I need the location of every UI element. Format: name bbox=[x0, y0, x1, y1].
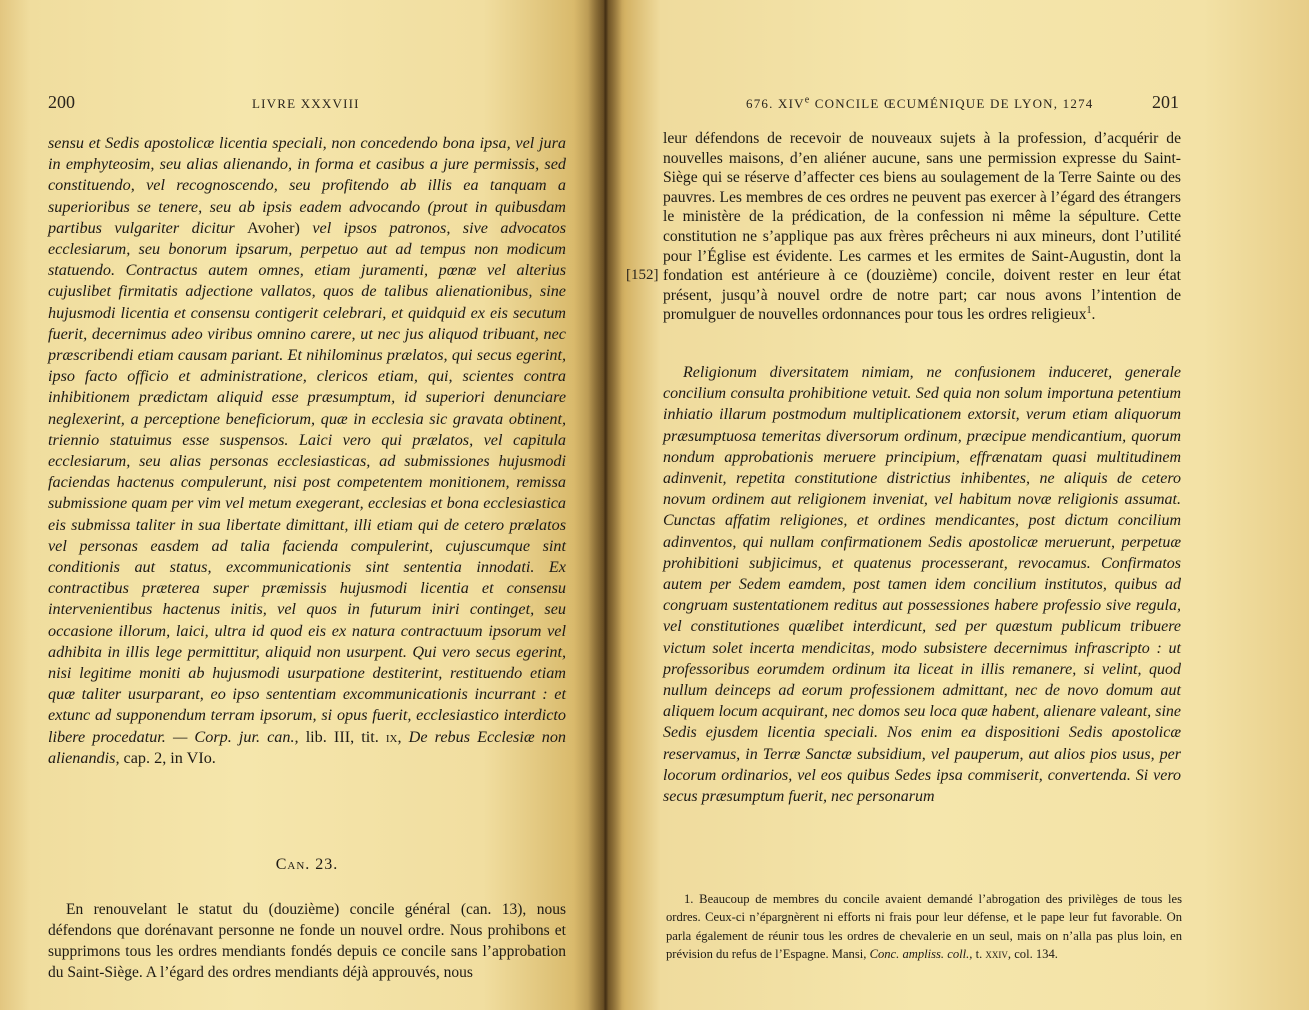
latin-canon-paragraph: Religionum diversitatem nimiam, ne confusionem induceret, generale concilium consulta prohibitione vetuit. Sed quia non solum importuna petentium inhiatio illarum postmodum multiplicationem extorsit, verum etiam aliquorum præsumptuosa temeritas diversorum ordinum, præcipue mendicantium, quorum nondum approbationis meruere principium, effrænatam quasi multitudinem adinvenit, repetita constitutione districtius inhibentes, ne aliquis de cetero novum ordinem aut religionem inveniat, vel habitum novæ religionis assumat. Cunctas affatim religiones, et ordines mendicantes, post dictum concilium adinventos, qui nullam confirmationem Sedis apostolicæ meruerunt, perpetuæ prohibitioni subjicimus, et quatenus processerant, revocamus. Confirmatos autem per Sedem eamdem, post tamen idem concilium institutos, quibus ad congruam sustentationem reditus aut possessiones habere professio sive regula, vel constitutiones quælibet interdicunt, sed per quæstum publicum tribuere victum solet incerta mendicitas, modo subsistere decernimus infrascripto : ut professoribus eorumdem ordinum ita liceat in illis remanere, si velint, quod nullum deinceps ad eorum professionem admittant, nec de novo domum aut aliquem locum acquirant, nec domos seu loca quæ habent, alienare valeant, sine Sedis ejusdem licentia speciali. Nos enim ea dispositioni Sedis apostolicæ reservamus, in Terræ Sanctæ subsidium, vel pauperum, aut alios pios usus, per locorum ordinarios, vel eos quibus Sedes ipsa commiserit, convertenda. Si vero secus præsumptum fuerit, nec personarum bbox=[663, 364, 1181, 806]
latin-ref-title: De rebus Ecclesiæ non alienandis, bbox=[48, 727, 567, 767]
footnote-volume: xxiv bbox=[985, 947, 1008, 962]
french-paragraph-continued: leur défendons de recevoir de nouveaux sujets à la profession, d’acquérir de nouvelles maisons, d’en aliéner aucune, sans une permission expresse du Saint-Siège qui se réserve d’affecter ces biens au soulagement de la Terre Sainte ou des pauvres. Les membres de ces ordres ne peuvent pas exercer à l’égard des étrangers le ministère de la prédication, de la confession ni même la sépulture. Cette constitution ne s’applique pas aux frères prêcheurs ni aux mineurs, dont l’utilité pour l’Église est évidente. Les carmes et les ermites de Saint-Augustin, dont la fondation est antérieure à ce (douzième) concile, doivent rester en leur état présent, jusqu’à nouvel ordre de notre part; car nous avons l’intention de promulguer de nouvelles ordonnances pour tous les ordres religieux$^1$. bbox=[663, 130, 1181, 324]
latin-ref-end: cap. 2, in VIo. bbox=[123, 748, 216, 767]
left-latin-block bbox=[48, 133, 566, 769]
canon-heading: Can. 23. bbox=[275, 856, 339, 873]
french-paragraph: En renouvelant le statut du (douzième) concile général (can. 13), nous défendons que dorénavant personne ne fonde un nouvel ordre. Nous prohibons et supprimons tous les ordres mendiants fondés depuis ce concile sans l’approbation du Saint-Siège. A l’égard des ordres mendiants déjà approuvés, nous bbox=[48, 901, 566, 981]
latin-ref: lib. III, tit. bbox=[305, 727, 379, 746]
right-french-block bbox=[663, 129, 1181, 325]
footnote-text: 1. Beaucoup de membres du concile avaient demandé l’abrogation des privilèges de tous les ordres. Ceux-ci n’épargnèrent ni efforts ni frais pour leur défense, et le pape leur fut favorable. On parla également de réunir tous les ordres de chevalerie en un seul, mais on n’alla pas plus loin, en prévision du refus de l’Espagne. Mansi, bbox=[666, 892, 1182, 962]
latin-avoher: Avoher) bbox=[247, 218, 300, 237]
left-page bbox=[0, 0, 604, 1010]
footnote-tail-a: t. bbox=[975, 947, 983, 962]
latin-text-part2: vel ipsos patronos, sive advocatos ecclesiarum, seu bonorum ipsarum, perpetuo aut ad tempus non modicum statuendo. Contractus autem omnes, etiam juramenti, pœnæ vel alterius cujuslibet firmitatis adjectione vallatos, quos de talibus alienationibus, sine hujusmodi licentia et consensu contigerit celebrari, et quidquid ex eis secutum fuerit, decernimus adeo viribus omnino carere, ut nec jus aliquod tribuant, nec præscribendi etiam causam pariant. Et nihilominus prælatos, qui secus egerint, ipso facto officio et administratione, clericos etiam, qui, scientes contra inhibitionem prædictam aliquid esse præsumptum, id superiori denunciare neglexerint, a perceptione beneficiorum, quæ in ecclesia sic gravata obtinent, triennio statuimus esse suspensos. Laici vero qui prælatos, vel capitula ecclesiarum, seu alias personas ecclesiasticas, ad submissiones hujusmodi faciendas hactenus compulerunt, nisi post competentem monitionem, remissa submissione quam per vim vel metum exegerant, ecclesias et bona ecclesiastica eis submissa taliter in sua libertate dimittant, illi etiam qui de cetero prælatos vel personas easdem ad talia facienda compulerint, cujuscumque sint conditionis aut status, excommunicationis sint sententia innodati. Ex contractibus præterea super præmissis hujusmodi licentia et consensu intervenientibus hactenus initis, vel quos in futurum iniri continget, seu occasione illorum, laici, ultra id quod eis ex natura contractuum ipsorum vel adhibita in illis lege permittitur, aliquid non usurpent. Qui vero secus egerint, nisi legitime moniti ab hujusmodi usurpatione destiterint, restituendo etiam quæ taliter usurparant, eo ipso sententiam excommunicationis incurrant : et extunc ad supponendum terram ipsorum, si opus fuerit, ecclesiastico interdicto libere procedatur. — Corp. jur. can., bbox=[48, 218, 567, 746]
left-page-number: 200 bbox=[48, 92, 75, 112]
latin-text-part1: sensu et Sedis apostolicæ licentia speciali, non concedendo bona ipsa, vel jura in emphyteosim, seu alias alienando, in forma et casibus a jure permissis, sed constituendo, vel recognoscendo, seu profitendo ab illis ea tanquam a superioribus se tenere, seu ab ipsis eadem advocando (prout in quibusdam partibus vulgariter dicitur bbox=[48, 134, 566, 237]
footnote-source: Conc. ampliss. coll., bbox=[869, 947, 973, 962]
latin-tit-num: ix, bbox=[385, 727, 402, 746]
margin-reference: [152] bbox=[626, 267, 659, 283]
latin-paragraph bbox=[48, 133, 566, 769]
running-head-rest: CONCILE ŒCUMÉNIQUE DE LYON, 1274 bbox=[810, 96, 1094, 111]
footnote-marker: 1 bbox=[1086, 305, 1092, 317]
right-page-number: 201 bbox=[1152, 92, 1179, 112]
running-head-sup: e bbox=[804, 94, 811, 106]
left-french-block bbox=[48, 899, 566, 983]
footnote-tail-b: , col. 134. bbox=[1007, 947, 1058, 962]
left-running-head: LIVRE XXXVIII bbox=[252, 96, 360, 111]
right-running-head bbox=[746, 96, 1093, 112]
running-head-num: 676. XIV bbox=[746, 96, 805, 111]
footnote bbox=[666, 890, 1182, 964]
footnote-paragraph bbox=[666, 890, 1182, 964]
french-text: leur défendons de recevoir de nouveaux sujets à la profession, d’acquérir de nouvelles maisons, d’en aliéner aucune, sans une permission expresse du Saint-Siège qui se réserve d’affecter ces biens au soulagement de la Terre Sainte ou des pauvres. Les membres de ces ordres ne peuvent pas exercer à l’égard des étrangers le ministère de la prédication, de la confession ni même la sépulture. Cette constitution ne s’applique pas aux frères prêcheurs ni aux mineurs, dont l’utilité pour l’Église est évidente. Les carmes et les ermites de Saint-Augustin, dont la fondation est antérieure à ce (douzième) concile, doivent rester en leur état présent, jusqu’à nouvel ordre de notre part; car nous avons l’intention de promulguer de nouvelles ordonnances pour tous les ordres religieux bbox=[663, 130, 1181, 324]
right-latin-block bbox=[663, 362, 1181, 807]
